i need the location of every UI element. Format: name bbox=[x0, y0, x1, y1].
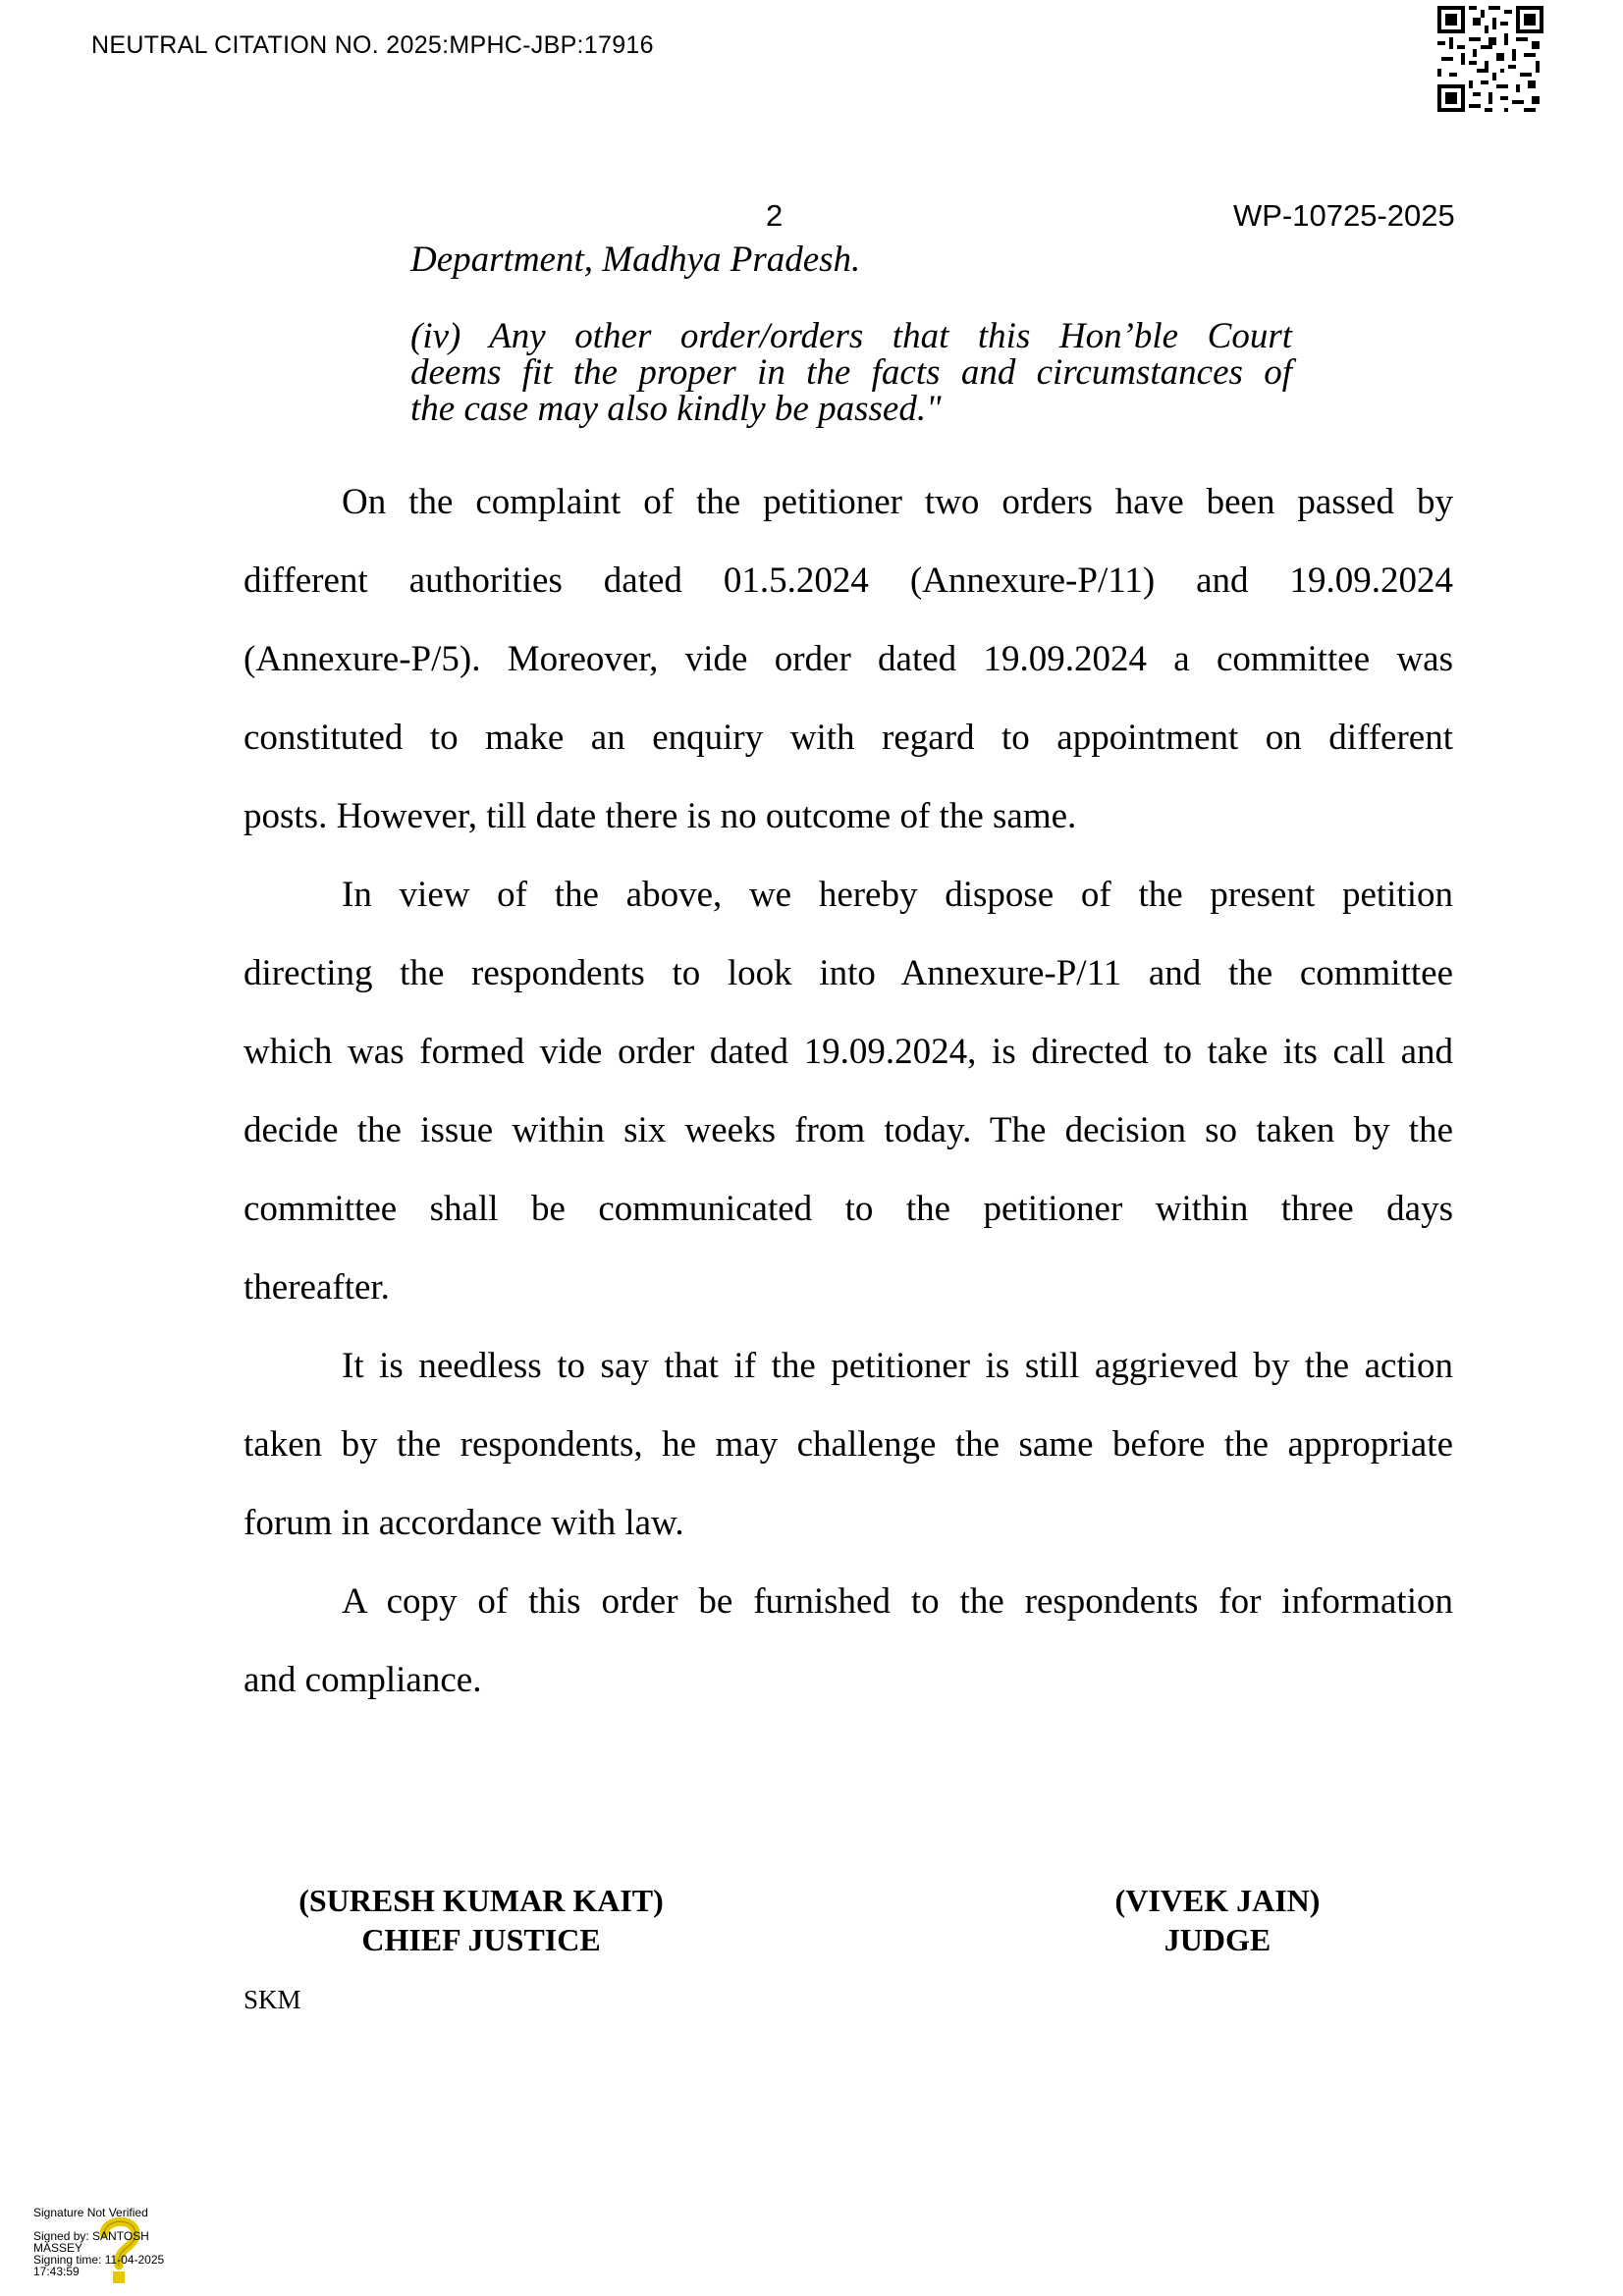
signatory-title: JUDGE bbox=[1163, 1922, 1271, 1957]
body-line: and compliance. bbox=[243, 1660, 482, 1700]
signatory-title: CHIEF JUSTICE bbox=[361, 1922, 601, 1957]
body-line: taken by the respondents, he may challenge the same before the appropriate bbox=[243, 1424, 1453, 1465]
body-line: directing the respondents to look into Annexure-P/11 and the committee bbox=[243, 953, 1453, 993]
qr-code-icon bbox=[1437, 6, 1543, 112]
body-line: thereafter. bbox=[243, 1267, 390, 1308]
order-body bbox=[243, 463, 1453, 1720]
body-line: In view of the above, we hereby dispose of the present petition bbox=[342, 875, 1453, 915]
quote-line: deems fit the proper in the facts and circumstances of bbox=[410, 352, 1292, 393]
body-line: constituted to make an enquiry with regard to appointment on different bbox=[243, 718, 1453, 758]
signatory-name: (SURESH KUMAR KAIT) bbox=[298, 1883, 664, 1918]
body-line: different authorities dated 01.5.2024 (Annexure-P/11) and 19.09.2024 bbox=[243, 561, 1453, 601]
neutral-citation: NEUTRAL CITATION NO. 2025:MPHC-JBP:17916 bbox=[91, 31, 654, 59]
signatory-judge bbox=[1070, 1881, 1365, 1959]
quote-line: (iv) Any other order/orders that this Hon’ble Court bbox=[410, 316, 1292, 356]
signatory-chief-justice bbox=[285, 1881, 677, 1959]
body-line: On the complaint of the petitioner two orders have been passed by bbox=[342, 482, 1453, 522]
signature-signed-by: MASSEY bbox=[33, 2241, 83, 2255]
body-line: A copy of this order be furnished to the respondents for information bbox=[342, 1581, 1453, 1622]
body-line: posts. However, till date there is no outcome of the same. bbox=[243, 796, 1077, 836]
body-line: It is needless to say that if the petitioner is still aggrieved by the action bbox=[342, 1346, 1453, 1386]
body-line: decide the issue within six weeks from today. The decision so taken by the bbox=[243, 1110, 1453, 1150]
signature-signed-by: Signed by: SANTOSH bbox=[33, 2229, 149, 2243]
stenographer-initials: SKM bbox=[243, 1985, 301, 2014]
quote-line: Department, Madhya Pradesh. bbox=[410, 240, 861, 280]
case-number: WP-10725-2025 bbox=[1233, 198, 1455, 233]
body-line: committee shall be communicated to the petitioner within three days bbox=[243, 1189, 1453, 1229]
signature-status: Signature Not Verified bbox=[33, 2206, 148, 2219]
digital-signature-block bbox=[33, 2207, 190, 2291]
signatory-name: (VIVEK JAIN) bbox=[1114, 1883, 1321, 1918]
signature-time: 17:43:59 bbox=[33, 2265, 80, 2278]
page-number: 2 bbox=[766, 198, 784, 233]
signature-time: Signing time: 11-04-2025 bbox=[33, 2253, 165, 2267]
quote-line: the case may also kindly be passed." bbox=[410, 389, 942, 429]
quote-item-iv bbox=[410, 318, 1292, 427]
body-line: which was formed vide order dated 19.09.2024, is directed to take its call and bbox=[243, 1032, 1453, 1072]
body-line: forum in accordance with law. bbox=[243, 1503, 684, 1543]
body-line: (Annexure-P/5). Moreover, vide order dated 19.09.2024 a committee was bbox=[243, 639, 1453, 679]
